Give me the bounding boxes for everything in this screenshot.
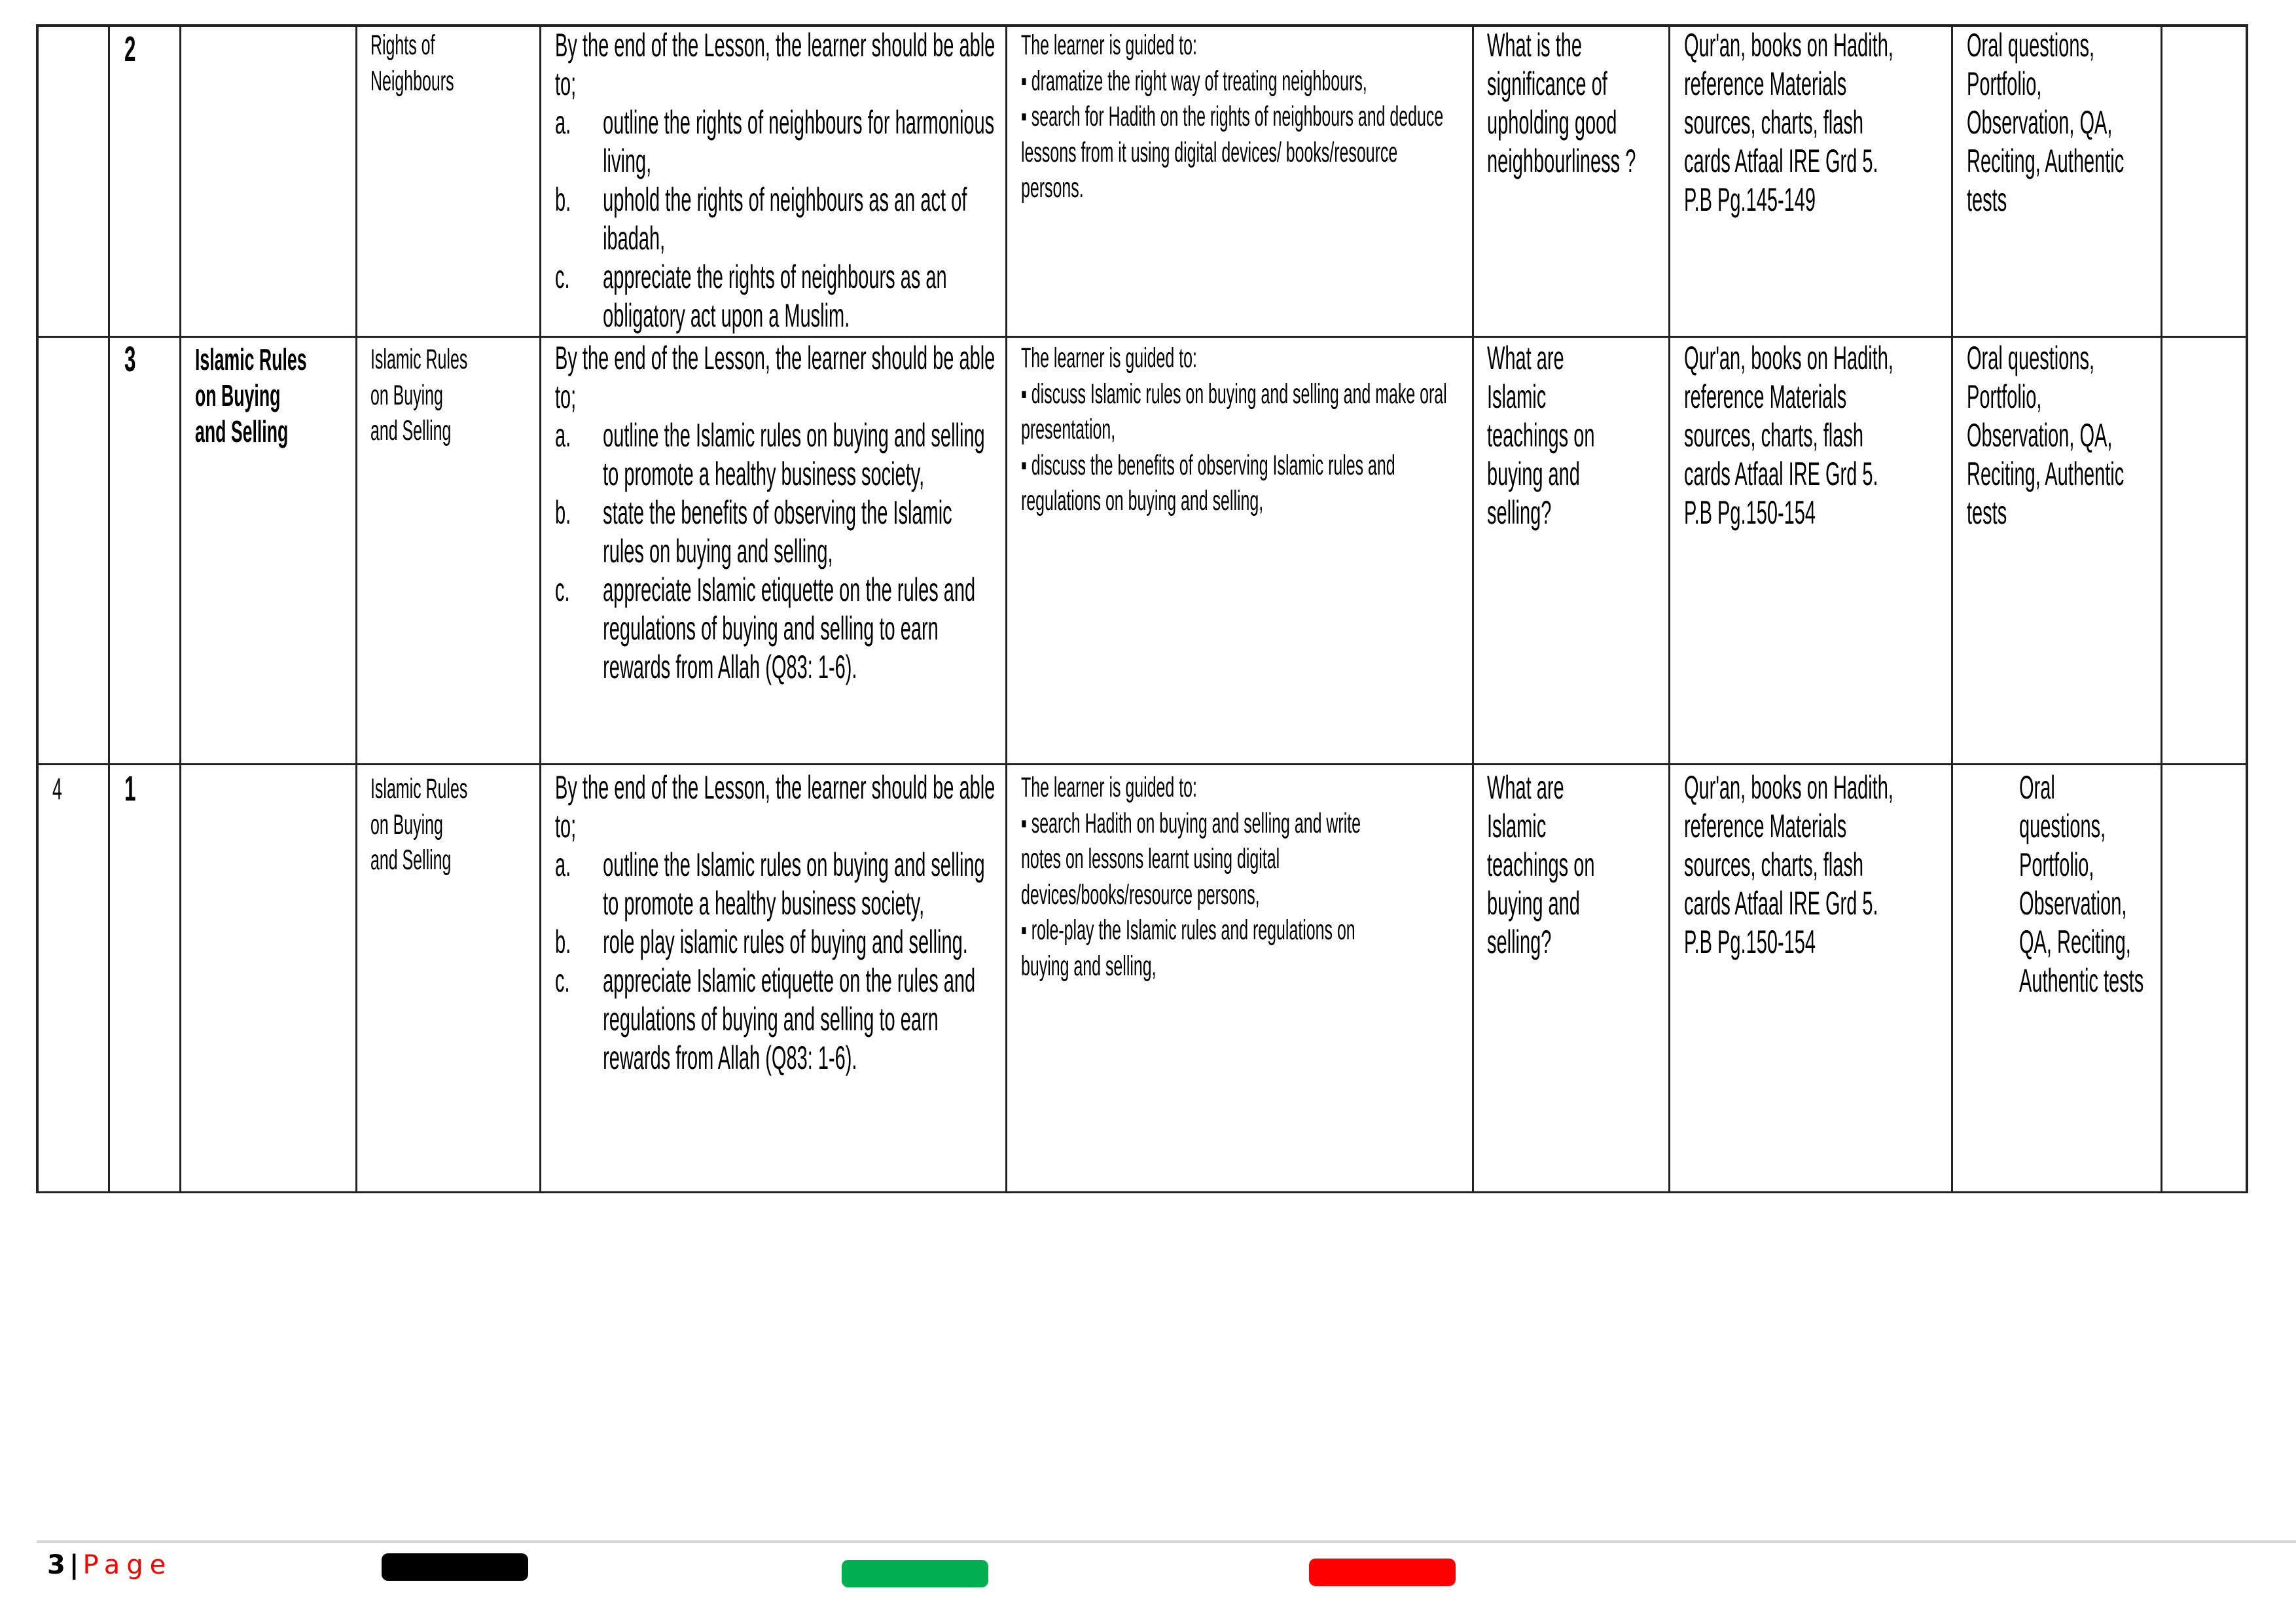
objective-item: c. appreciate Islamic etiquette on the rules and regulations of buying and selling to earn rewards from Allah (Q83: 1-6). bbox=[555, 571, 976, 685]
experience-item: ▪ discuss the benefits of observing Islamic rules and regulations on buying and selling, bbox=[1021, 449, 1395, 516]
col-divider bbox=[1005, 24, 1007, 1193]
key-question-cell: What are Islamic teachings on buying and selling? bbox=[1487, 340, 1595, 531]
week-cell bbox=[52, 770, 105, 808]
row-divider bbox=[37, 336, 2248, 338]
col-divider bbox=[108, 24, 110, 1193]
objectives-intro: By the end of the Lesson, the learner should be able to; bbox=[555, 340, 996, 415]
learning-experiences-cell: The learner is guided to: ▪ dramatize the right way of treating neighbours, ▪ search for Hadith on the rights of neighbours and deduce lessons from it using digital devices/ books/resource persons. bbox=[1021, 27, 1466, 206]
col-divider bbox=[355, 24, 357, 1193]
lesson-cell bbox=[124, 30, 170, 69]
objectives-intro: By the end of the Lesson, the learner should be able to; bbox=[555, 27, 996, 102]
objectives-cell bbox=[555, 26, 1000, 335]
objective-item: b. state the benefits of observing the Islamic rules on buying and selling, bbox=[555, 494, 952, 569]
week-number: 4 bbox=[52, 772, 62, 806]
assessment-cell: Oral questions, Portfolio, Observation, QA, Reciting, Authentic tests bbox=[1967, 27, 2125, 218]
col-divider bbox=[2161, 24, 2162, 1193]
strand-cell bbox=[195, 342, 349, 450]
resources-cell: Qur'an, books on Hadith, reference Materials sources, charts, flash cards Atfaal IRE Grd 5. P.B Pg.145-149 bbox=[1684, 27, 1893, 218]
objectives-intro: By the end of the Lesson, the learner should be able to; bbox=[555, 769, 996, 844]
experience-item: ▪ search Hadith on buying and selling and write notes on lessons learnt using digital devices/books/resource persons, bbox=[1021, 807, 1361, 911]
experience-item: ▪ dramatize the right way of treating neighbours, bbox=[1021, 65, 1367, 97]
page-number: 3 | Page bbox=[47, 1550, 173, 1580]
sub-strand-cell: Rights of Neighbours bbox=[370, 29, 454, 97]
black-bar bbox=[382, 1553, 528, 1581]
bullet-icon: ▪ bbox=[1021, 378, 1027, 410]
lesson-cell bbox=[124, 340, 170, 379]
lesson-cell bbox=[124, 770, 170, 808]
page-label: Page bbox=[82, 1550, 173, 1580]
assessment-cell: Oral questions, Portfolio, Observation, QA, Reciting, Authentic tests bbox=[1967, 340, 2125, 531]
objectives-cell bbox=[555, 768, 1000, 1077]
green-bar bbox=[842, 1560, 988, 1587]
strand-title: Islamic Rules on Buying and Selling bbox=[195, 342, 307, 448]
resources-cell: Qur'an, books on Hadith, reference Materials sources, charts, flash cards Atfaal IRE Grd 5. P.B Pg.150-154 bbox=[1684, 769, 1893, 960]
objective-item: a. outline the Islamic rules on buying and selling to promote a healthy business society, bbox=[555, 417, 985, 492]
objectives-cell bbox=[555, 339, 1000, 687]
col-divider bbox=[1951, 24, 1953, 1193]
footer-divider bbox=[37, 1540, 2296, 1543]
key-question-cell: What are Islamic teachings on buying and selling? bbox=[1487, 769, 1595, 960]
bullet-icon: ▪ bbox=[1021, 914, 1027, 946]
learning-experiences-cell: The learner is guided to: ▪ discuss Islamic rules on buying and selling and make oral presentation, ▪ discuss the benefits of observing Islamic rules and regulations on buying and selling, bbox=[1021, 340, 1466, 519]
col-divider bbox=[36, 24, 39, 1193]
objective-item: a. outline the Islamic rules on buying and selling to promote a healthy business society, bbox=[555, 846, 985, 922]
resources-cell: Qur'an, books on Hadith, reference Materials sources, charts, flash cards Atfaal IRE Grd 5. P.B Pg.150-154 bbox=[1684, 340, 1893, 531]
lesson-number: 1 bbox=[124, 769, 136, 808]
red-bar bbox=[1309, 1559, 1456, 1586]
col-divider bbox=[2246, 24, 2248, 1193]
col-divider bbox=[1668, 24, 1670, 1193]
objective-item: c. appreciate the rights of neighbours as an obligatory act upon a Muslim. bbox=[555, 259, 947, 334]
bullet-icon: ▪ bbox=[1021, 449, 1027, 481]
lesson-number: 3 bbox=[124, 340, 136, 379]
row-divider bbox=[37, 763, 2248, 765]
objective-item: b. role play islamic rules of buying and selling. bbox=[555, 924, 968, 960]
bullet-icon: ▪ bbox=[1021, 101, 1027, 132]
col-divider bbox=[1472, 24, 1474, 1193]
experience-item: ▪ discuss Islamic rules on buying and selling and make oral presentation, bbox=[1021, 378, 1447, 445]
assessment-cell: Oral questions, Portfolio, Observation, QA, Reciting, Authentic tests bbox=[2019, 769, 2144, 999]
objective-item: a. outline the rights of neighbours for harmonious living, bbox=[555, 104, 995, 179]
bullet-icon: ▪ bbox=[1021, 65, 1027, 97]
sub-strand-cell: Islamic Rules on Buying and Selling bbox=[370, 773, 468, 876]
objective-item: b. uphold the rights of neighbours as an act of ibadah, bbox=[555, 181, 967, 257]
learning-experiences-cell: The learner is guided to: ▪ search Hadith on buying and selling and write notes on lessons learnt using digital devices/books/resource persons, ▪ role-play the Islamic rules and regulations on buying and selling, bbox=[1021, 770, 1466, 984]
experience-item: ▪ role-play the Islamic rules and regulations on buying and selling, bbox=[1021, 914, 1355, 982]
objective-item: c. appreciate Islamic etiquette on the rules and regulations of buying and selling to earn rewards from Allah (Q83: 1-6). bbox=[555, 962, 976, 1076]
bullet-icon: ▪ bbox=[1021, 807, 1027, 839]
table-border-bottom bbox=[37, 1191, 2248, 1193]
lesson-number: 2 bbox=[124, 29, 136, 69]
experience-item: ▪ search for Hadith on the rights of neighbours and deduce lessons from it using digital devices/ books/resource persons. bbox=[1021, 101, 1444, 204]
col-divider bbox=[539, 24, 541, 1193]
sub-strand-cell: Islamic Rules on Buying and Selling bbox=[370, 344, 468, 446]
col-divider bbox=[179, 24, 181, 1193]
key-question-cell: What is the significance of upholding good neighbourliness ? bbox=[1487, 27, 1636, 179]
